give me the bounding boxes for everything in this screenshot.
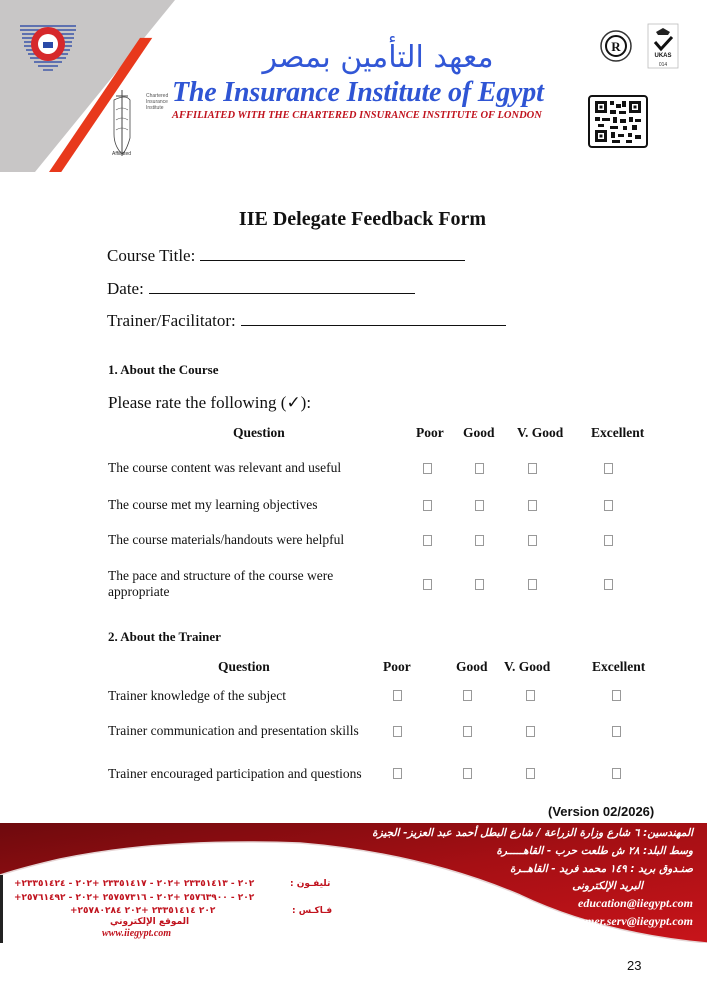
s2-q1-excellent-checkbox[interactable] [612, 690, 621, 701]
s1-q4-excellent-checkbox[interactable] [604, 579, 613, 590]
s1-q3-vgood-checkbox[interactable] [528, 535, 537, 546]
s1-q3-poor-checkbox[interactable] [423, 535, 432, 546]
footer-email-customer-service[interactable]: customer.serv@iiegypt.com [559, 914, 693, 928]
s2-q2-good-checkbox[interactable] [463, 726, 472, 737]
page-number: 23 [627, 958, 642, 973]
s2-q2-vgood-checkbox[interactable] [526, 726, 535, 737]
s1-q1-poor-checkbox[interactable] [423, 463, 432, 474]
s2-q2-excellent-checkbox[interactable] [612, 726, 621, 737]
s1-col-question: Question [233, 425, 285, 440]
footer-email-label: البريد الإلكترونى [572, 880, 643, 892]
s1-q1-good-checkbox[interactable] [475, 463, 484, 474]
ukas-label: UKAS [654, 53, 672, 59]
course-title-input-line[interactable] [200, 246, 465, 261]
s2-q3-poor-checkbox[interactable] [393, 768, 402, 779]
s1-question-3: The course materials/handouts were helpful [108, 532, 345, 547]
footer-address-downtown: وسط البلد: ٢٨ ش طلعت حرب - القاهـــــرة [496, 845, 693, 857]
s1-col-good: Good [463, 425, 495, 440]
date-field[interactable] [107, 279, 415, 299]
s1-q3-excellent-checkbox[interactable] [604, 535, 613, 546]
footer-fax-label: فـاكـس : [292, 906, 333, 916]
ukas-code: 014 [658, 62, 668, 68]
s1-q2-poor-checkbox[interactable] [423, 500, 432, 511]
qr-code[interactable] [588, 95, 648, 148]
s1-question-4: The pace and structure of the course were appropriate [108, 568, 334, 599]
date-input-line[interactable] [149, 279, 415, 294]
s1-q4-poor-checkbox[interactable] [423, 579, 432, 590]
s1-q3-good-checkbox[interactable] [475, 535, 484, 546]
footer-website-label: الموقع الإلكتروني [110, 917, 190, 927]
footer-phones-row-2: +٢٠٢ - ٢٥٧٦٣٩٠٠ +٢٠٢ - ٢٥٧٥٧٣١٦ +٢٠٢ - ٢٥٧٦١٤٩٢ [14, 893, 255, 903]
s2-q2-poor-checkbox[interactable] [393, 726, 402, 737]
iie-seal-logo [16, 14, 80, 78]
s2-q3-good-checkbox[interactable] [463, 768, 472, 779]
s1-q4-good-checkbox[interactable] [475, 579, 484, 590]
s2-col-good: Good [456, 659, 488, 674]
s2-question-2: Trainer communication and presentation skills [108, 723, 359, 738]
s2-col-poor: Poor [383, 659, 411, 674]
svg-text:R: R [611, 39, 621, 54]
footer-address-mohandessin: المهندسين: ٦ شارع وزارة الزراعة / شارع البطل أحمد عبد العزيز- الجيزة [372, 827, 693, 839]
footer-fax-numbers: +٢٠٢ ٢٣٣٥١٤١٤ +٢٠٢ ٢٥٧٨٠٢٨٤ [70, 906, 216, 916]
footer-website[interactable]: www.iiegypt.com [102, 928, 172, 939]
s1-q2-excellent-checkbox[interactable] [604, 500, 613, 511]
version-label: (Version 02/2026) [548, 804, 655, 819]
s1-q1-vgood-checkbox[interactable] [528, 463, 537, 474]
form-title: IIE Delegate Feedback Form [238, 208, 487, 230]
s1-question-2: The course met my learning objectives [108, 497, 318, 512]
certification-badges [598, 22, 683, 72]
affiliation-text: AFFILIATED WITH THE CHARTERED INSURANCE INSTITUTE OF LONDON [172, 110, 542, 121]
trainer-label: Trainer/Facilitator: [107, 311, 236, 330]
s2-col-vgood: V. Good [504, 659, 551, 674]
s1-col-poor: Poor [416, 425, 444, 440]
s2-q1-vgood-checkbox[interactable] [526, 690, 535, 701]
s2-col-excellent: Excellent [592, 659, 646, 674]
s1-question-1: The course content was relevant and useful [108, 460, 342, 475]
rating-instruction: Please rate the following (✓): [108, 393, 312, 412]
s1-q4-vgood-checkbox[interactable] [528, 579, 537, 590]
section-2-heading: 2. About the Trainer [108, 629, 221, 644]
s2-q3-vgood-checkbox[interactable] [526, 768, 535, 779]
trainer-input-line[interactable] [241, 311, 506, 326]
footer-email-education[interactable]: education@iiegypt.com [578, 896, 693, 910]
brand-name: The Insurance Institute of Egypt [172, 77, 544, 108]
s1-col-vgood: V. Good [517, 425, 564, 440]
s1-q2-good-checkbox[interactable] [475, 500, 484, 511]
course-title-field[interactable] [107, 246, 465, 266]
s2-question-1: Trainer knowledge of the subject [108, 688, 286, 703]
date-label: Date: [107, 279, 144, 298]
s2-q3-excellent-checkbox[interactable] [612, 768, 621, 779]
footer-phone-label: تليفـون : [290, 879, 331, 889]
arabic-institute-name: معهد التأمين بمصر [262, 40, 494, 75]
footer-po-box: صنـدوق بريد : ١٤٩ محمد فريد - القاهــرة [510, 863, 693, 875]
s2-col-question: Question [218, 659, 270, 674]
s2-question-3: Trainer encouraged participation and questions [108, 766, 362, 781]
trainer-field[interactable] [107, 311, 506, 331]
footer-phones-row-1: +٢٠٢ - ٢٣٣٥١٤١٣ +٢٠٢ - ٢٣٣٥١٤١٧ +٢٠٢ - ٢٣٣٥١٤٢٤ [14, 879, 255, 889]
s1-q2-vgood-checkbox[interactable] [528, 500, 537, 511]
s2-q1-good-checkbox[interactable] [463, 690, 472, 701]
cii-affiliated-label: Affiliated [112, 151, 132, 157]
s1-q1-excellent-checkbox[interactable] [604, 463, 613, 474]
s2-q1-poor-checkbox[interactable] [393, 690, 402, 701]
section-1-heading: 1. About the Course [108, 362, 219, 377]
s1-col-excellent: Excellent [591, 425, 645, 440]
course-title-label: Course Title: [107, 246, 196, 265]
cii-logo-text: Chartered Insurance Institute [146, 93, 169, 111]
